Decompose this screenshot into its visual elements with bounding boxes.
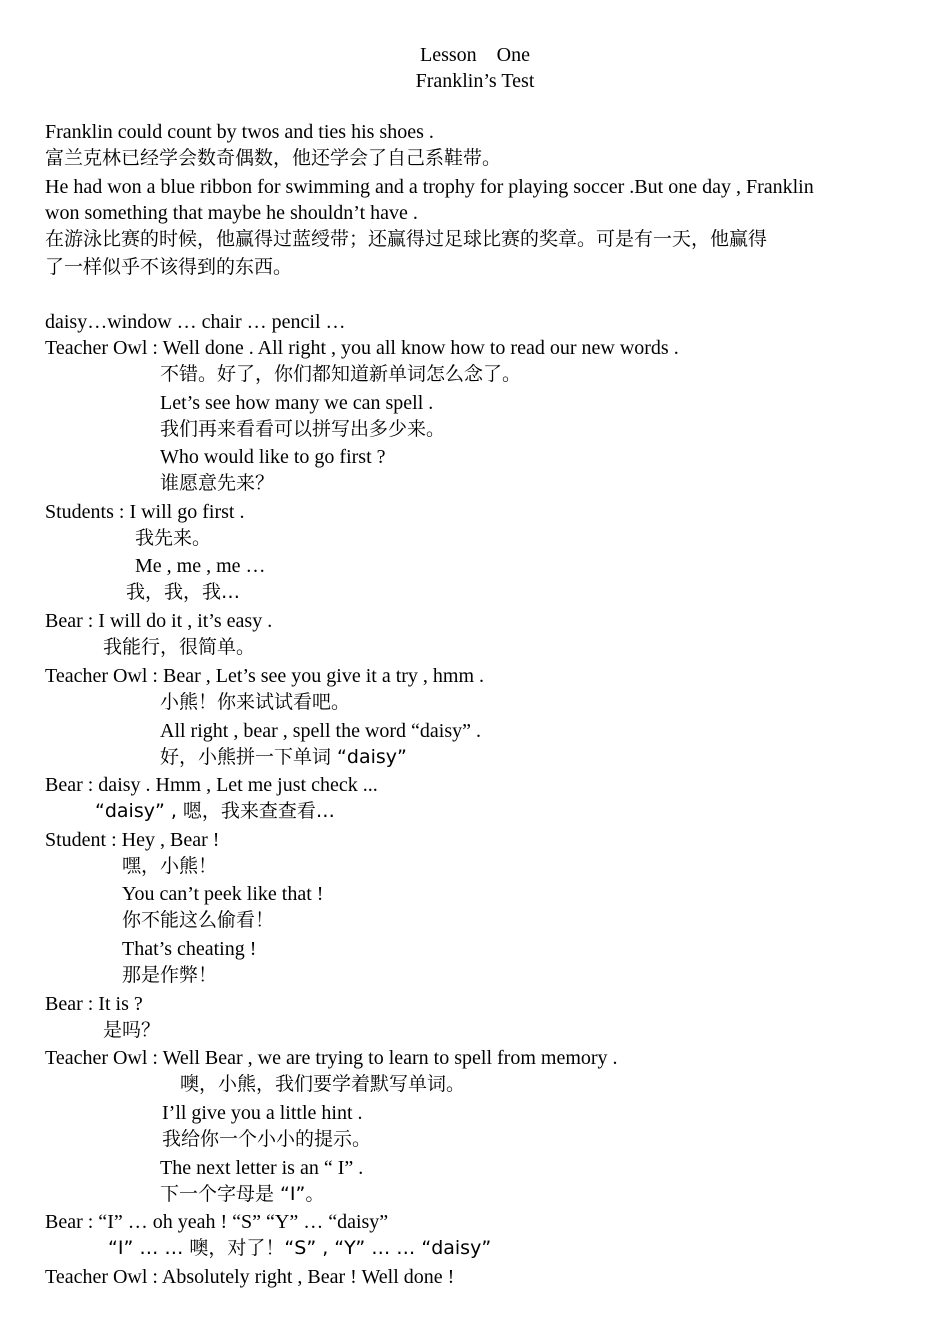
dialogue-line: 是吗？ <box>103 1019 161 1041</box>
dialogue-line: Bear : I will do it , it’s easy . <box>45 610 273 632</box>
dialogue-line: Teacher Owl : Bear , Let’s see you give it a try , hmm . <box>45 665 485 687</box>
dialogue-line: 你不能这么偷看！ <box>122 909 275 931</box>
dialogue-line: Teacher Owl : Absolutely right , Bear ! Well done ! <box>45 1266 455 1288</box>
dialogue-line: Teacher Owl : Well done . All right , you all know how to read our new words . <box>45 337 679 359</box>
dialogue-line: daisy…window … chair … pencil … <box>45 311 346 333</box>
dialogue-line: 那是作弊！ <box>122 964 218 986</box>
dialogue-line: All right , bear , spell the word “daisy” . <box>160 720 482 742</box>
dialogue-line: “I” … … 噢，对了！“S” , “Y” … … “daisy” <box>108 1237 492 1259</box>
dialogue-line: Bear : daisy . Hmm , Let me just check ... <box>45 774 378 796</box>
dialogue-line: Student : Hey , Bear ! <box>45 829 220 851</box>
story-title: Franklin’s Test <box>415 70 535 92</box>
dialogue-line: “daisy” , 嗯，我来查查看… <box>95 800 335 822</box>
intro-line: 富兰克林已经学会数奇偶数，他还学会了自己系鞋带。 <box>45 147 502 169</box>
dialogue-line: 我先来。 <box>135 527 212 549</box>
dialogue-line: Let’s see how many we can spell . <box>160 392 434 414</box>
dialogue-line: 我们再来看看可以拼写出多少来。 <box>160 418 446 440</box>
dialogue-line: 我给你一个小小的提示。 <box>162 1128 372 1150</box>
intro-line: won something that maybe he shouldn’t have . <box>45 202 418 224</box>
dialogue-line: Me , me , me … <box>135 555 266 577</box>
dialogue-line: That’s cheating ! <box>122 938 257 960</box>
intro-line: He had won a blue ribbon for swimming and a trophy for playing soccer .But one day , Franklin <box>45 176 814 198</box>
dialogue-line: 下一个字母是 “I”。 <box>160 1183 325 1205</box>
dialogue-line: Who would like to go first ? <box>160 446 386 468</box>
dialogue-line: Bear : It is ? <box>45 993 143 1015</box>
dialogue-line: You can’t peek like that ! <box>122 883 324 905</box>
dialogue-line: 不错。好了，你们都知道新单词怎么念了。 <box>160 363 522 385</box>
lesson-title: Lesson One <box>420 44 530 66</box>
dialogue-line: Students : I will go first . <box>45 501 245 523</box>
intro-line: 了一样似乎不该得到的东西。 <box>45 256 293 278</box>
dialogue-line: 噢，小熊，我们要学着默写单词。 <box>180 1073 466 1095</box>
dialogue-line: I’ll give you a little hint . <box>162 1102 363 1124</box>
dialogue-line: 谁愿意先来？ <box>160 472 275 494</box>
dialogue-line: Teacher Owl : Well Bear , we are trying to learn to spell from memory . <box>45 1047 618 1069</box>
intro-line: 在游泳比赛的时候，他赢得过蓝绶带；还赢得过足球比赛的奖章。可是有一天，他赢得 <box>45 228 768 250</box>
dialogue-line: 嘿，小熊！ <box>122 855 218 877</box>
intro-line: Franklin could count by twos and ties his shoes . <box>45 121 434 143</box>
dialogue-line: 好，小熊拼一下单词 “daisy” <box>160 746 407 768</box>
dialogue-line: The next letter is an “ I” . <box>160 1157 364 1179</box>
dialogue-line: 小熊！你来试试看吧。 <box>160 691 351 713</box>
dialogue-line: Bear : “I” … oh yeah ! “S” “Y” … “daisy” <box>45 1211 389 1233</box>
dialogue-line: 我能行，很简单。 <box>103 636 256 658</box>
dialogue-line: 我，我，我… <box>126 581 241 603</box>
